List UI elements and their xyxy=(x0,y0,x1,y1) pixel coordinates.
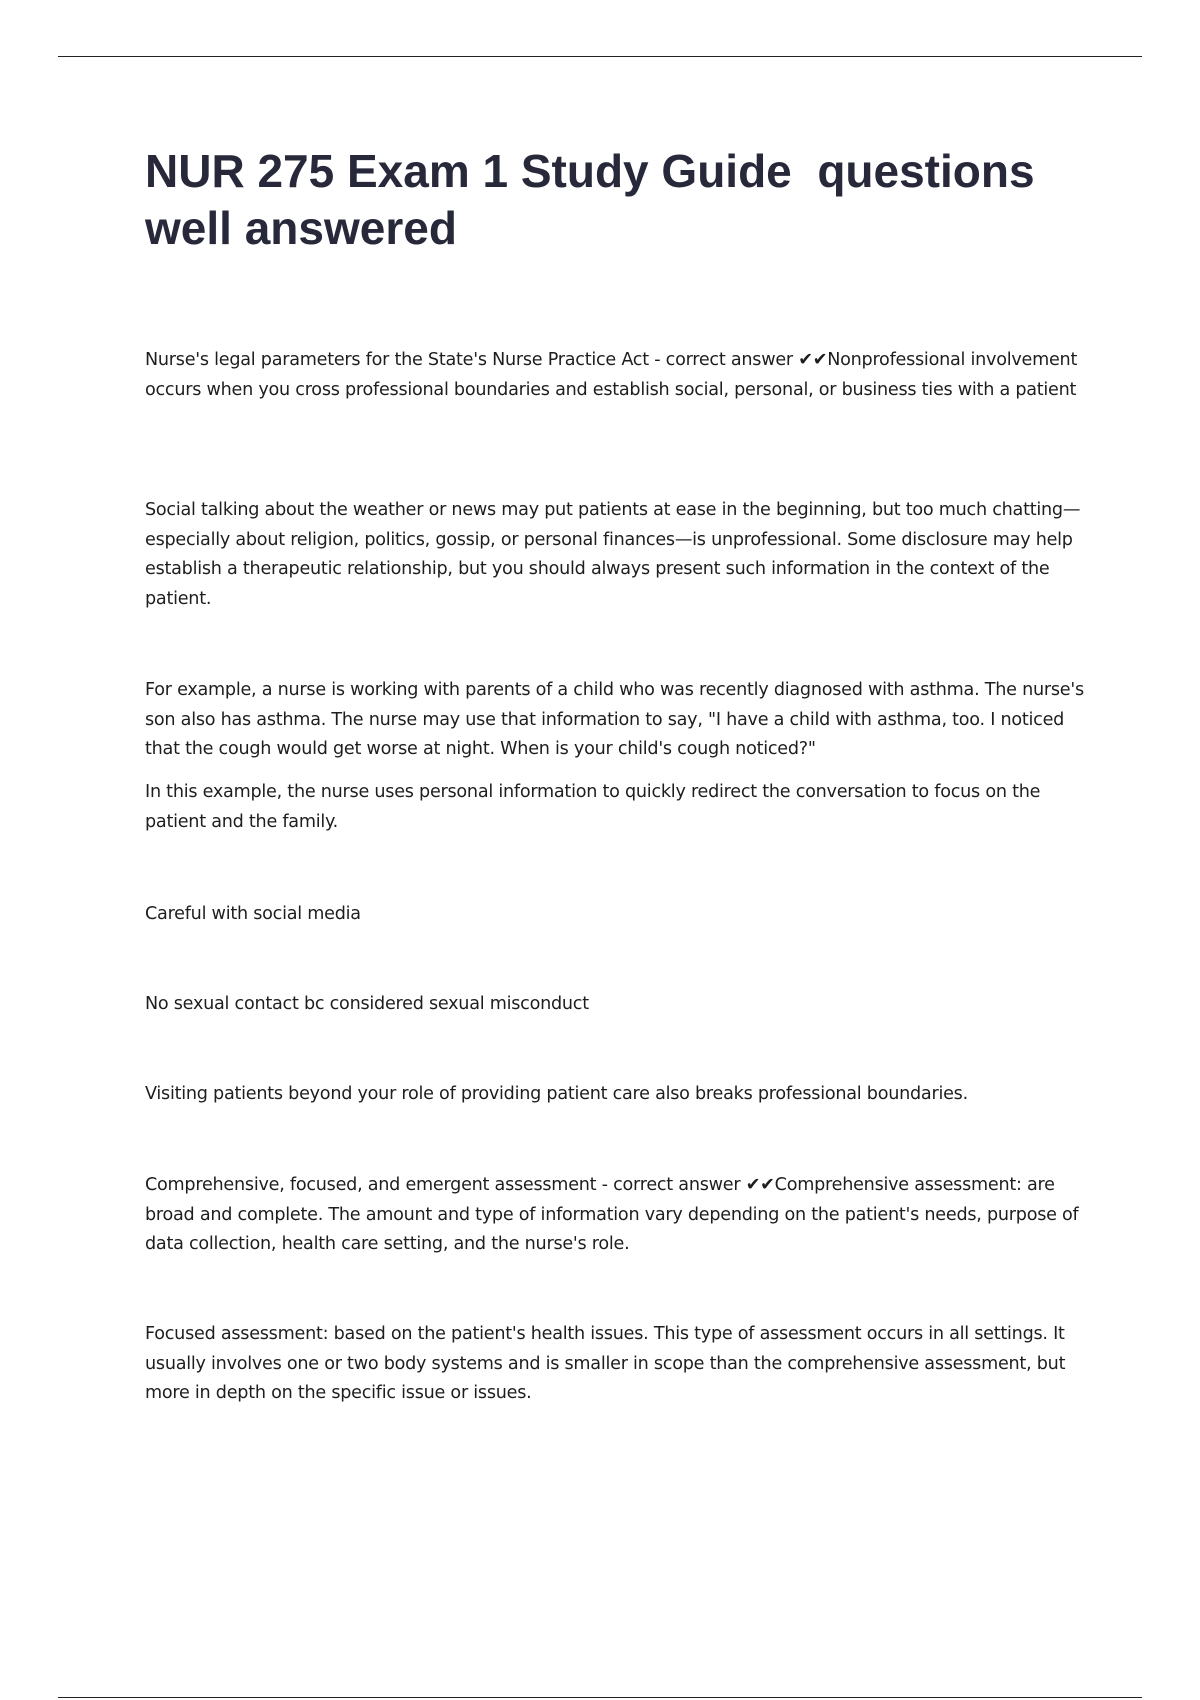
document-title: NUR 275 Exam 1 Study Guide questions well answered xyxy=(145,145,1048,254)
paragraph-example-explanation: In this example, the nurse uses personal information to quickly redirect the conversation to focus on the patient and the family. xyxy=(145,782,1041,832)
paragraph-example-asthma: For example, a nurse is working with parents of a child who was recently diagnosed with asthma. The nurse's son also has asthma. The nurse may use that information to say, "I have a child with asthma, too. I noticed that the cough would get worse at night. When is your child's cough noticed?" xyxy=(145,680,1084,759)
paragraph-social-media: Careful with social media xyxy=(145,904,361,924)
paragraph-assessment-types: Comprehensive, focused, and emergent assessment - correct answer ✔✔Comprehensive assessment: are broad and complete. The amount and type of information vary depending on the patient's needs, purpose of data collection, health care setting, and the nurse's role. xyxy=(145,1175,1079,1254)
paragraph-sexual-contact: No sexual contact bc considered sexual misconduct xyxy=(145,994,589,1014)
top-divider xyxy=(58,56,1142,57)
paragraph-visiting-patients: Visiting patients beyond your role of providing patient care also breaks professional boundaries. xyxy=(145,1084,968,1104)
paragraph-nurse-practice-act: Nurse's legal parameters for the State's Nurse Practice Act - correct answer ✔✔Nonprofessional involvement occurs when you cross professional boundaries and establish social, personal, or business ties with a patient xyxy=(145,350,1078,400)
paragraph-focused-assessment: Focused assessment: based on the patient's health issues. This type of assessment occurs in all settings. It usually involves one or two body systems and is smaller in scope than the comprehensive assessment, but more in depth on the specific issue or issues. xyxy=(145,1324,1066,1403)
paragraph-social-talking: Social talking about the weather or news may put patients at ease in the beginning, but too much chatting—especially about religion, politics, gossip, or personal finances—is unprofessional. Some disclosure may help establish a therapeutic relationship, but you should always present such information in the context of the patient. xyxy=(145,500,1081,609)
bottom-divider xyxy=(58,1697,1142,1698)
